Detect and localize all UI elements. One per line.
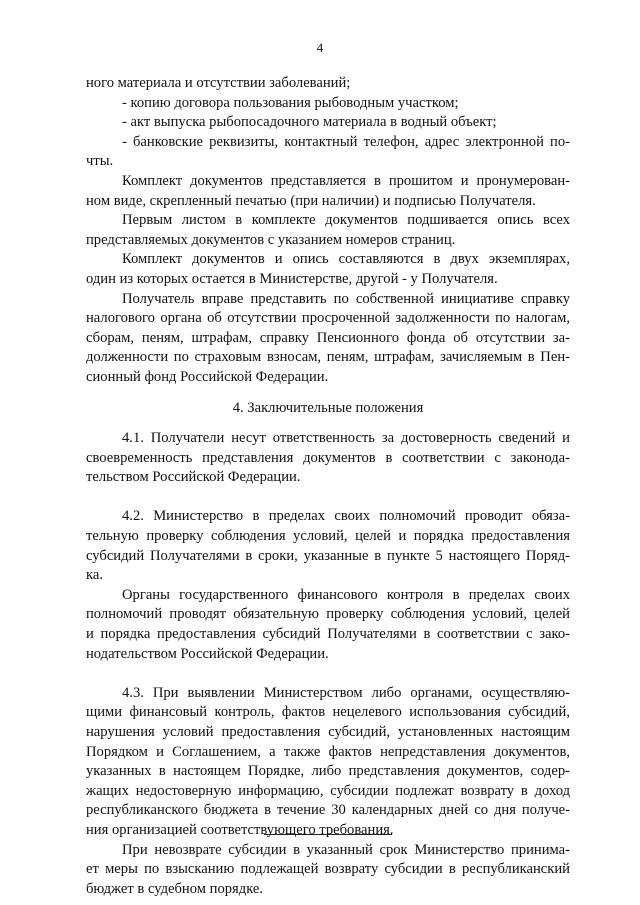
- text-line: налогового органа об отсутствии просроченной задолженности по налогам,: [86, 310, 570, 327]
- text-line: и порядка предоставления субсидий Получателями в соответствии с зако-: [86, 626, 570, 643]
- text-line: чты.: [86, 153, 114, 170]
- text-line: республиканского бюджета в течение 30 календарных дней со дня получе-: [86, 802, 570, 819]
- document-body: [86, 74, 570, 899]
- text-line: При невозврате субсидии в указанный срок Министерство принима-: [122, 841, 570, 858]
- paragraph-certificates: [86, 290, 570, 388]
- paragraph-4-2: [86, 507, 570, 585]
- list-item: - банковские реквизиты, контактный телефон, адрес электронной по-: [122, 133, 570, 150]
- text-line: субсидий Получателями в сроки, указанные в пункте 5 настоящего Поряд-: [86, 547, 570, 564]
- text-line: сионный фонд Российской Федерации.: [86, 368, 329, 385]
- text-line: жащих недостоверную информацию, субсидии подлежат возврату в доход: [86, 782, 570, 799]
- text-line: нодательством Российской Федерации.: [86, 645, 329, 662]
- text-line: долженности по страховым взносам, пеням, штрафам, зачисляемым в Пен-: [86, 349, 570, 366]
- list-item: - акт выпуска рыбопосадочного материала в водный объект;: [122, 114, 497, 131]
- text-line: нарушения условий предоставления субсидий, установленных настоящим: [86, 724, 570, 740]
- paragraph-binding: [86, 172, 570, 211]
- text-line: указанных в настоящем Порядке, либо представления документов, содер-: [86, 763, 570, 780]
- text-line: Первым листом в комплекте документов подшивается опись всех: [122, 212, 570, 229]
- paragraph-inventory: [86, 211, 570, 250]
- text-line: Органы государственного финансового контроля в пределах своих: [122, 586, 570, 603]
- text-line: Комплект документов и опись составляются в двух экземплярах,: [122, 251, 570, 268]
- text-line: полномочий проводят обязательную проверку соблюдения условий, целей: [86, 606, 570, 623]
- text-line: 4.3. При выявлении Министерством либо органами, осуществляю-: [122, 684, 570, 701]
- paragraph-refund: [86, 841, 570, 900]
- documents-list-paragraph: [86, 74, 570, 172]
- text-line: тельством Российской Федерации.: [86, 469, 301, 486]
- paragraph-copies: [86, 250, 570, 289]
- text-line: 4.1. Получатели несут ответственность за достоверность сведений и: [122, 430, 570, 447]
- list-item: - копию договора пользования рыбоводным участком;: [122, 94, 459, 111]
- text-line: Комплект документов представляется в прошитом и пронумерован-: [122, 172, 570, 189]
- text-line: ет меры по взысканию подлежащей возврату субсидии в республиканский: [86, 861, 570, 878]
- page-number: 4: [316, 40, 324, 55]
- closing-divider: [264, 834, 392, 835]
- text-line: ния организацией соответствующего требования.: [86, 821, 394, 838]
- text-line: бюджет в судебном порядке.: [86, 880, 264, 897]
- paragraph-financial-control: [86, 586, 570, 664]
- section-heading: 4. Заключительные положения: [232, 399, 424, 416]
- text-line: представляемых документов с указанием номеров страниц.: [86, 231, 456, 248]
- paragraph-4-1: [86, 429, 570, 488]
- text-line: щими финансовый контроль, фактов нецелевого использования субсидий,: [86, 704, 570, 721]
- text-line: 4.2. Министерство в пределах своих полномочий проводит обяза-: [122, 508, 570, 525]
- text-line: сборам, пеням, штрафам, справку Пенсионного фонда об отсутствии за-: [86, 329, 570, 346]
- text-line: своевременность представления документов в соответствии с законода-: [86, 449, 570, 466]
- text-line: ного материала и отсутствии заболеваний;: [86, 75, 351, 91]
- text-line: Получатель вправе представить по собственной инициативе справку: [122, 290, 570, 307]
- text-line: Порядком и Соглашением, а также фактов непредставления документов,: [86, 743, 570, 760]
- text-line: один из которых остается в Министерстве, другой - у Получателя.: [86, 270, 498, 287]
- text-line: ка.: [86, 567, 103, 584]
- text-line: тельную проверку соблюдения условий, целей и порядка предоставления: [86, 528, 570, 545]
- paragraph-4-3: [86, 684, 570, 841]
- text-line: ном виде, скрепленный печатью (при наличии) и подписью Получателя.: [86, 192, 536, 209]
